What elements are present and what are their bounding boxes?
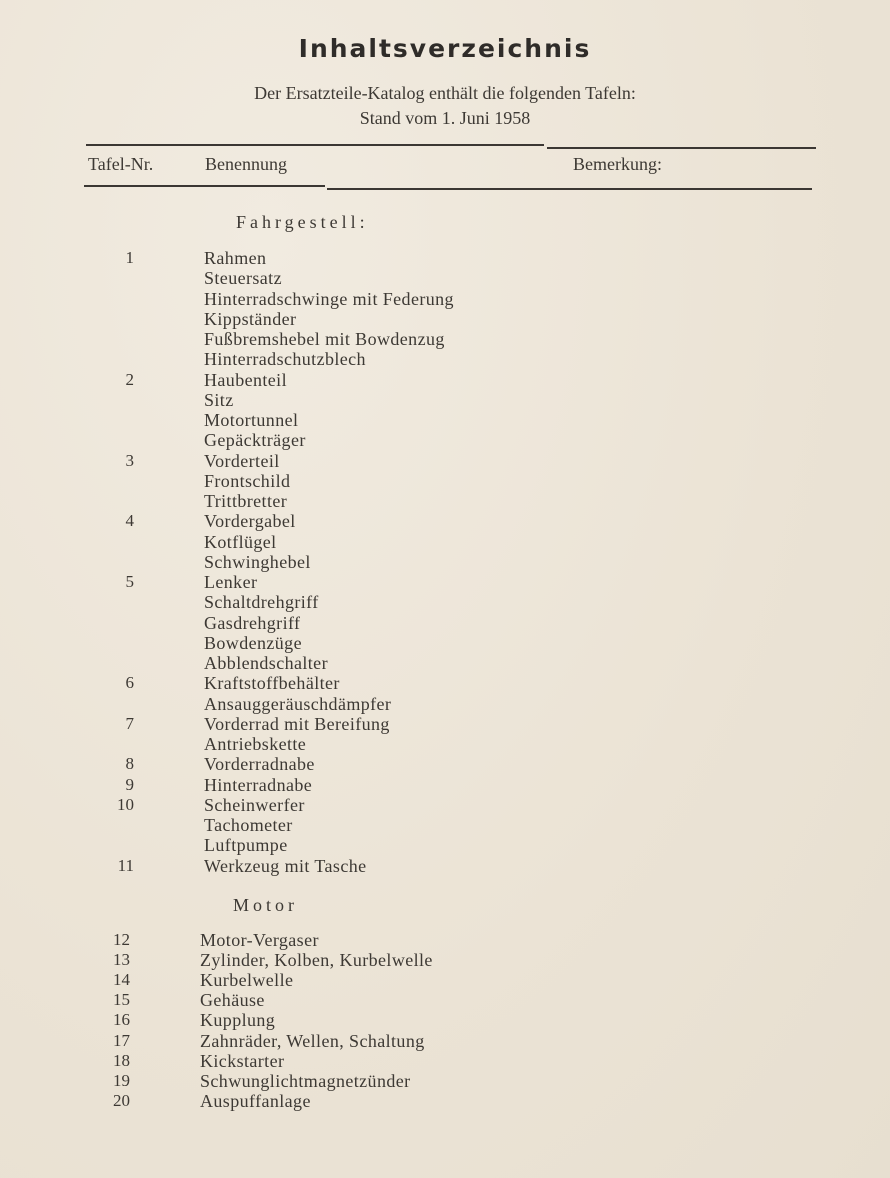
section-heading: Fahrgestell: xyxy=(236,212,369,232)
part-name: Sitz xyxy=(204,389,234,410)
table-row xyxy=(0,430,890,450)
tafel-number: 9 xyxy=(125,774,134,794)
part-name: Ansauggeräuschdämpfer xyxy=(204,693,392,714)
part-name: Kippständer xyxy=(204,308,297,329)
header-rule-top-right xyxy=(547,147,816,149)
part-name: Schwinghebel xyxy=(204,551,311,572)
table-row xyxy=(0,410,890,430)
tafel-number: 3 xyxy=(125,450,134,470)
header-rule-bottom-left xyxy=(84,185,325,187)
stand-date: Stand vom 1. Juni 1958 xyxy=(359,108,531,128)
column-header-remark: Bemerkung: xyxy=(573,154,662,174)
tafel-number: 17 xyxy=(113,1030,130,1050)
part-name: Haubenteil xyxy=(204,369,287,390)
header-rule-bottom-right xyxy=(327,188,812,190)
table-row xyxy=(0,613,890,633)
part-name: Lenker xyxy=(204,572,258,592)
table-row xyxy=(0,1071,890,1091)
table-row xyxy=(0,552,890,572)
part-name: Hinterradnabe xyxy=(204,774,313,795)
part-name: Kupplung xyxy=(200,1010,276,1031)
part-name: Auspuffanlage xyxy=(200,1090,311,1111)
part-name: Zahnräder, Wellen, Schaltung xyxy=(200,1030,425,1051)
tafel-number: 8 xyxy=(125,754,134,774)
table-row xyxy=(0,471,890,491)
page-title: Inhaltsverzeichnis xyxy=(298,34,592,63)
part-name: Abblendschalter xyxy=(204,653,328,673)
table-row xyxy=(0,451,890,471)
subtitle: Der Ersatzteile-Katalog enthält die folgenden Tafeln: xyxy=(254,83,636,103)
part-name: Schwunglichtmagnetzünder xyxy=(200,1070,411,1091)
tafel-number: 7 xyxy=(125,713,134,733)
part-name: Bowdenzüge xyxy=(204,632,302,653)
part-name: Trittbretter xyxy=(204,491,288,511)
table-row xyxy=(0,970,890,990)
part-name: Motor-Vergaser xyxy=(200,930,319,950)
part-name: Schaltdrehgriff xyxy=(204,592,319,613)
part-name: Hinterradschwinge mit Federung xyxy=(204,288,454,309)
part-name: Fußbremshebel mit Bowdenzug xyxy=(204,329,445,349)
part-name: Rahmen xyxy=(204,248,267,268)
table-row xyxy=(0,856,890,876)
table-row xyxy=(0,633,890,653)
part-name: Motortunnel xyxy=(204,410,299,430)
table-row xyxy=(0,532,890,552)
section-heading: Motor xyxy=(233,895,298,915)
part-name: Werkzeug mit Tasche xyxy=(204,855,367,876)
tafel-number: 15 xyxy=(113,990,130,1010)
table-row xyxy=(0,1031,890,1051)
tafel-number: 13 xyxy=(113,950,130,970)
part-name: Antriebskette xyxy=(204,734,307,754)
table-row xyxy=(0,815,890,835)
table-row xyxy=(0,268,890,288)
part-name: Kickstarter xyxy=(200,1050,285,1071)
part-name: Frontschild xyxy=(204,470,291,491)
part-name: Vorderrad mit Bereifung xyxy=(204,713,390,734)
part-name: Zylinder, Kolben, Kurbelwelle xyxy=(200,950,433,971)
table-row xyxy=(0,673,890,693)
table-row xyxy=(0,835,890,855)
table-row xyxy=(0,714,890,734)
part-name: Vorderteil xyxy=(204,450,280,471)
part-name: Kotflügel xyxy=(204,531,277,552)
table-row xyxy=(0,289,890,309)
table-row xyxy=(0,511,890,531)
tafel-number: 14 xyxy=(113,970,130,990)
table-row xyxy=(0,592,890,612)
part-name: Luftpumpe xyxy=(204,835,288,856)
table-row xyxy=(0,754,890,774)
table-row xyxy=(0,1091,890,1111)
part-name: Steuersatz xyxy=(204,268,282,289)
part-name: Gasdrehgriff xyxy=(204,612,301,633)
tafel-number: 16 xyxy=(113,1010,130,1030)
part-name: Scheinwerfer xyxy=(204,794,305,815)
table-row xyxy=(0,370,890,390)
table-row xyxy=(0,491,890,511)
table-row xyxy=(0,653,890,673)
tafel-number: 1 xyxy=(125,248,134,267)
part-name: Tachometer xyxy=(204,815,293,835)
table-row xyxy=(0,795,890,815)
table-row xyxy=(0,990,890,1010)
part-name: Kurbelwelle xyxy=(200,970,294,991)
column-header-nr: Tafel-Nr. xyxy=(88,154,154,174)
part-name: Vorderradnabe xyxy=(204,754,315,775)
tafel-number: 4 xyxy=(125,511,134,531)
tafel-number: 20 xyxy=(113,1090,130,1110)
part-name: Gehäuse xyxy=(200,990,265,1011)
table-row xyxy=(0,572,890,592)
table-row xyxy=(0,329,890,349)
part-name: Hinterradschutzblech xyxy=(204,349,366,370)
tafel-number: 5 xyxy=(125,572,134,591)
tafel-number: 18 xyxy=(113,1050,130,1070)
tafel-number: 2 xyxy=(125,369,134,389)
header-rule-top-left xyxy=(86,144,544,146)
table-row xyxy=(0,248,890,268)
tafel-number: 10 xyxy=(117,794,134,814)
tafel-number: 11 xyxy=(117,855,134,875)
table-row xyxy=(0,694,890,714)
part-name: Gepäckträger xyxy=(204,430,306,451)
tafel-number: 6 xyxy=(125,673,134,693)
table-row xyxy=(0,1051,890,1071)
table-row xyxy=(0,950,890,970)
column-header-name: Benennung xyxy=(205,154,287,174)
table-row xyxy=(0,349,890,369)
table-row xyxy=(0,775,890,795)
table-row xyxy=(0,1010,890,1030)
table-row xyxy=(0,390,890,410)
table-row xyxy=(0,309,890,329)
tafel-number: 12 xyxy=(113,930,130,949)
table-row xyxy=(0,930,890,950)
tafel-number: 19 xyxy=(113,1070,130,1090)
table-row xyxy=(0,734,890,754)
part-name: Vordergabel xyxy=(204,511,296,532)
part-name: Kraftstoffbehälter xyxy=(204,673,340,694)
